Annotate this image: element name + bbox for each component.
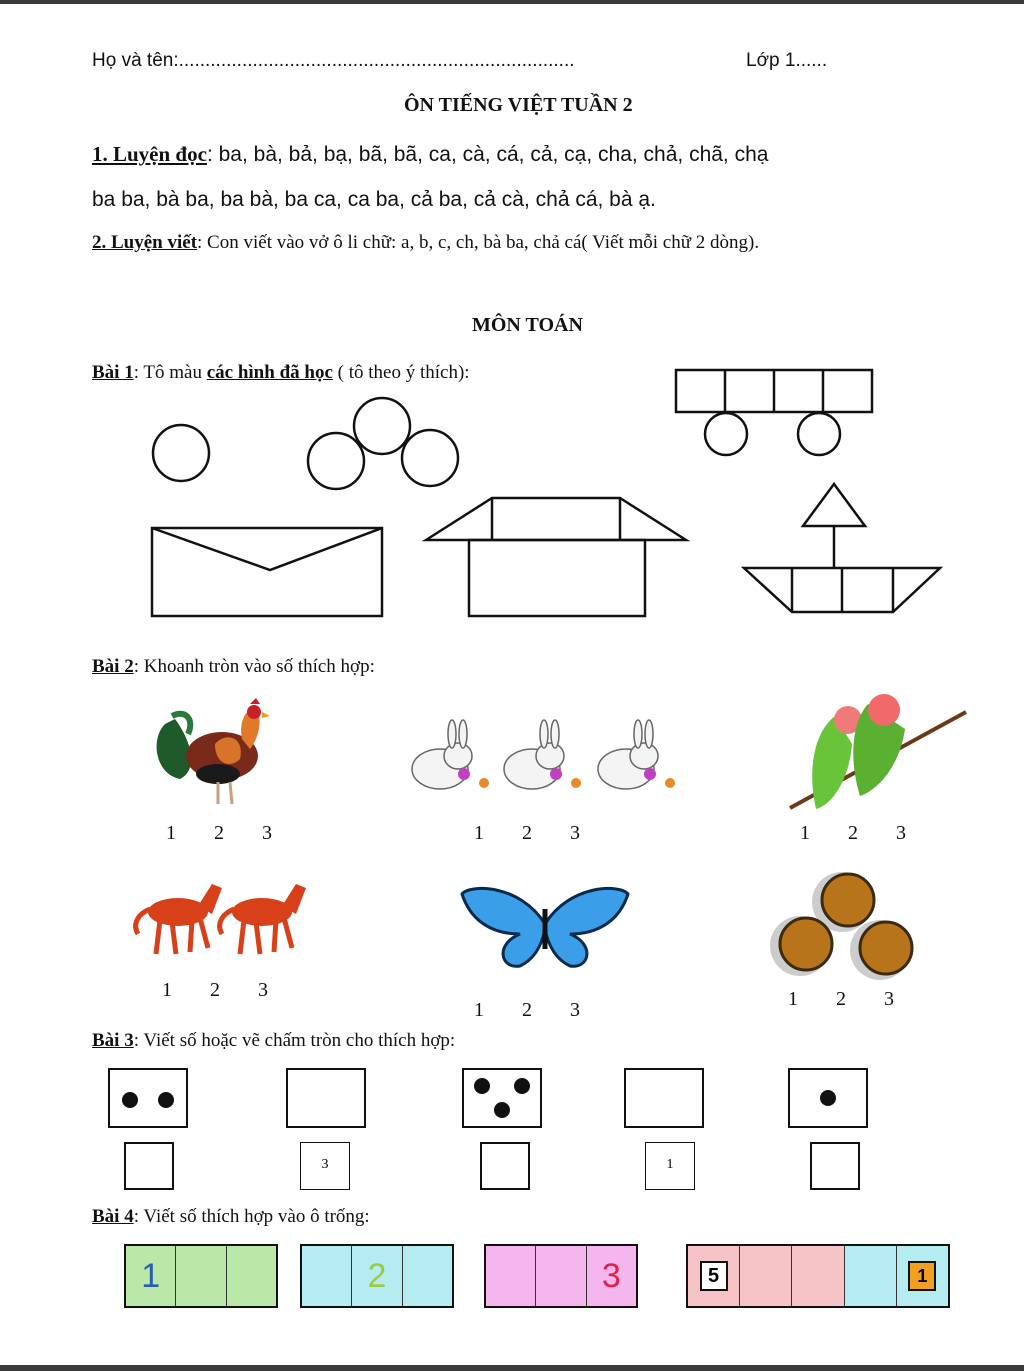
reading-line-2: ba ba, bà ba, ba bà, ba ca, ca ba, cả ba, cả cà, chả cá, bà ạ. (92, 188, 656, 211)
strip-3-cell-3: 3 (601, 1256, 621, 1295)
bai4-heading (92, 1206, 370, 1228)
strip-4-value-5: 5 (700, 1261, 728, 1291)
strip-4-cell-5 (897, 1246, 948, 1306)
choice-1[interactable]: 1 (474, 999, 484, 1021)
strip-4-value-1: 1 (908, 1261, 936, 1291)
worksheet-page (0, 4, 1024, 1365)
choice-1[interactable]: 1 (162, 979, 172, 1001)
strip-4-cell-1 (688, 1246, 740, 1306)
choice-3[interactable]: 3 (258, 979, 268, 1001)
strip-1-cell-2-empty[interactable] (176, 1246, 226, 1306)
choice-2[interactable]: 2 (210, 979, 220, 1001)
butterfly-picture (462, 888, 628, 966)
bai2-label: Bài 2 (92, 656, 134, 677)
choice-1[interactable]: 1 (166, 822, 176, 844)
choice-3[interactable]: 3 (570, 999, 580, 1021)
strip-4-cell-4-empty[interactable] (845, 1246, 897, 1306)
strip-2-cell-1-empty[interactable] (302, 1246, 352, 1306)
writing-instructions: : Con viết vào vở ô li chữ: a, b, c, ch, bà ba, chả cá( Viết mỗi chữ 2 dòng). (197, 232, 760, 253)
strip-2-cell-2: 2 (352, 1246, 402, 1306)
choice-3[interactable]: 3 (570, 822, 580, 844)
sequence-strip-1 (124, 1244, 278, 1308)
number-box-1-empty[interactable] (124, 1142, 174, 1190)
balls-picture (770, 872, 912, 980)
sequence-strip-2 (300, 1244, 454, 1308)
choice-2[interactable]: 2 (848, 822, 858, 844)
name-field-label: Họ và tên:........................................................................... (92, 50, 575, 71)
bai4-label: Bài 4 (92, 1206, 134, 1227)
number-box-5-empty[interactable] (810, 1142, 860, 1190)
rooster-picture (157, 698, 270, 804)
dot-box-2-empty[interactable] (286, 1068, 366, 1128)
dot-box-3 (462, 1068, 542, 1128)
bai1-colon: : Tô màu (133, 362, 207, 383)
dot-box-4-empty[interactable] (624, 1068, 704, 1128)
choice-2[interactable]: 2 (522, 999, 532, 1021)
choice-3[interactable]: 3 (884, 988, 894, 1010)
dot (122, 1092, 138, 1108)
strip-3-cell-1-empty[interactable] (486, 1246, 536, 1306)
number-box-3-empty[interactable] (480, 1142, 530, 1190)
strip-4-cell-3-empty[interactable] (792, 1246, 844, 1306)
bai4-text: : Viết số thích hợp vào ô trống: (133, 1206, 370, 1227)
bai1-label: Bài 1 (92, 362, 134, 383)
sequence-strip-4 (686, 1244, 950, 1308)
choice-2[interactable]: 2 (836, 988, 846, 1010)
dot (474, 1078, 490, 1094)
reading-label: 1. Luyện đọc (92, 142, 207, 166)
bai2-text: : Khoanh tròn vào số thích hợp: (133, 656, 375, 677)
strip-1-cell-1: 1 (126, 1246, 176, 1306)
dot-box-5 (788, 1068, 868, 1128)
reading-line-1: : ba, bà, bả, bạ, bã, bã, ca, cà, cá, cả, cạ, cha, chả, chã, chạ (206, 143, 769, 166)
math-title: MÔN TOÁN (472, 314, 583, 336)
class-field-label: Lớp 1...... (746, 50, 828, 71)
bai3-label: Bài 3 (92, 1030, 134, 1051)
dot (820, 1090, 836, 1106)
bai3-heading (92, 1030, 455, 1052)
strip-2-cell-3-empty[interactable] (403, 1246, 452, 1306)
choice-1[interactable]: 1 (474, 822, 484, 844)
viet-title: ÔN TIẾNG VIỆT TUẦN 2 (404, 94, 633, 116)
dot-box-1 (108, 1068, 188, 1128)
strip-4-cell-2-empty[interactable] (740, 1246, 792, 1306)
parrots-picture (790, 694, 966, 809)
dot (514, 1078, 530, 1094)
writing-label: 2. Luyện viết (92, 232, 198, 253)
number-box-2: 3 (300, 1142, 350, 1190)
horses-picture (136, 884, 306, 954)
choice-1[interactable]: 1 (788, 988, 798, 1010)
dot (158, 1092, 174, 1108)
sequence-strip-3 (484, 1244, 638, 1308)
bai1-underlined: các hình đã học (206, 362, 333, 383)
strip-3-cell-2-empty[interactable] (536, 1246, 586, 1306)
rabbits-picture (412, 720, 675, 789)
dot (494, 1102, 510, 1118)
bai1-rest: ( tô theo ý thích): (332, 362, 470, 383)
choice-3[interactable]: 3 (896, 822, 906, 844)
number-box-4: 1 (645, 1142, 695, 1190)
choice-2[interactable]: 2 (214, 822, 224, 844)
strip-1-cell-3-empty[interactable] (227, 1246, 276, 1306)
choice-3[interactable]: 3 (262, 822, 272, 844)
bai3-text: : Viết số hoặc vẽ chấm tròn cho thích hợp: (133, 1030, 456, 1051)
choice-1[interactable]: 1 (800, 822, 810, 844)
choice-2[interactable]: 2 (522, 822, 532, 844)
